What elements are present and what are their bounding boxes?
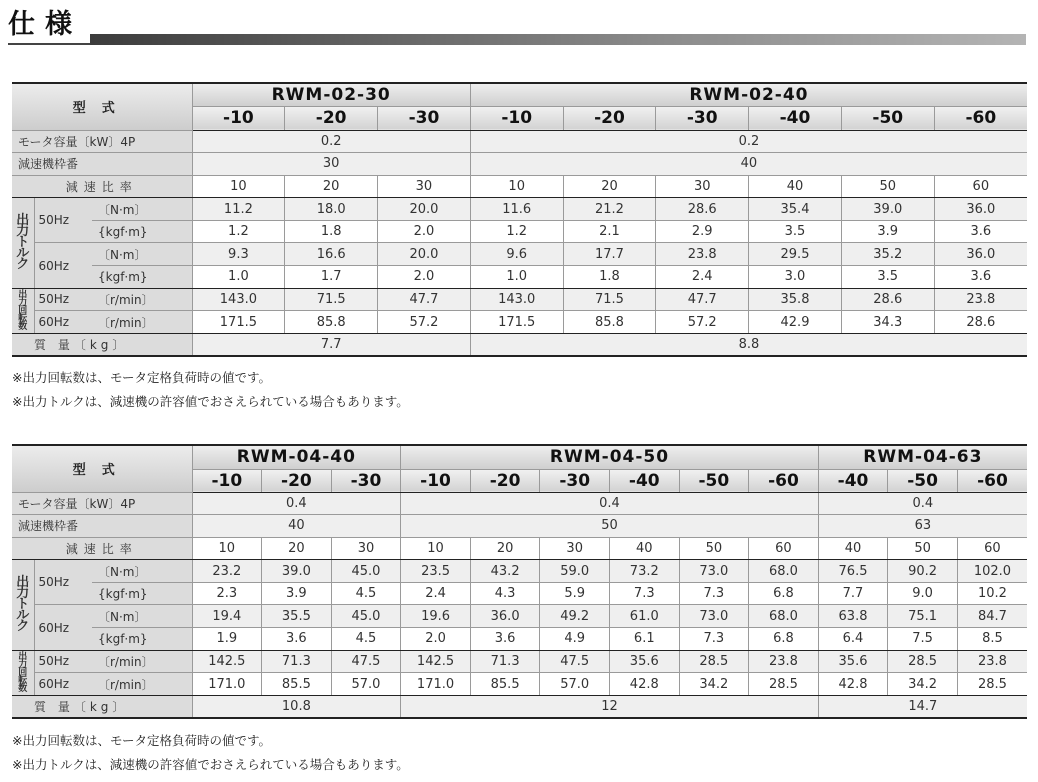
torque-value: 35.2	[841, 243, 934, 266]
frame-size-label: 減速機枠番	[12, 515, 192, 538]
output-speed-value: 23.8	[957, 650, 1027, 673]
spec-table-rwm-04	[12, 444, 1027, 719]
output-torque-char: ク	[16, 619, 30, 635]
torque-value: 17.7	[563, 243, 656, 266]
reduction-ratio-value: 30	[331, 537, 401, 560]
torque-value: 35.5	[262, 605, 332, 628]
ratio-code: -60	[934, 106, 1027, 130]
torque-value: 16.6	[285, 243, 378, 266]
model-name: RWM-04-50	[401, 445, 818, 469]
torque-value: 23.5	[401, 560, 471, 583]
motor-capacity-label: モータ容量〔kW〕4P	[12, 130, 192, 153]
output-torque-char: 力	[16, 224, 30, 240]
reduction-ratio-value: 60	[749, 537, 819, 560]
output-speed-value: 143.0	[470, 288, 563, 311]
mass-value: 8.8	[470, 333, 1027, 356]
output-speed-value: 71.3	[262, 650, 332, 673]
model-label: 型式	[12, 83, 192, 130]
torque-value: 4.5	[331, 628, 401, 651]
torque-value: 11.2	[192, 198, 285, 221]
frequency-label: 50Hz	[34, 198, 92, 243]
output-speed-value: 171.0	[192, 673, 262, 696]
output-speed-value: 142.5	[401, 650, 471, 673]
torque-value: 73.0	[679, 560, 749, 583]
reduction-ratio-value: 60	[957, 537, 1027, 560]
ratio-code: -20	[262, 469, 332, 492]
output-speed-value: 57.2	[656, 311, 749, 334]
output-speed-value: 28.5	[957, 673, 1027, 696]
output-speed-value: 42.8	[818, 673, 888, 696]
reduction-ratio-value: 50	[679, 537, 749, 560]
reduction-ratio-value: 40	[818, 537, 888, 560]
torque-value: 2.0	[401, 628, 471, 651]
note-output-speed-2: ※出力回転数は、モータ定格負荷時の値です。	[12, 733, 271, 748]
torque-unit-label: {kgf·m}	[92, 628, 192, 651]
ratio-code: -10	[470, 106, 563, 130]
frequency-label: 60Hz	[34, 605, 92, 650]
output-speed-group-label	[12, 288, 34, 333]
model-name: RWM-02-40	[470, 83, 1027, 106]
output-speed-value: 71.5	[563, 288, 656, 311]
output-torque-char: 力	[16, 586, 30, 602]
output-speed-value: 142.5	[192, 650, 262, 673]
torque-value: 73.0	[679, 605, 749, 628]
torque-value: 23.2	[192, 560, 262, 583]
output-torque-char: ト	[16, 597, 30, 613]
model-label: 型式	[12, 445, 192, 492]
torque-value: 2.4	[401, 582, 471, 605]
reduction-ratio-value: 10	[192, 175, 285, 198]
torque-value: 63.8	[818, 605, 888, 628]
ratio-code: -40	[749, 106, 842, 130]
output-speed-char: 力	[18, 659, 28, 670]
ratio-code: -30	[378, 106, 471, 130]
output-speed-value: 28.6	[841, 288, 934, 311]
torque-value: 2.1	[563, 220, 656, 243]
torque-value: 1.7	[285, 266, 378, 289]
reduction-ratio-value: 30	[540, 537, 610, 560]
model-name: RWM-04-40	[192, 445, 401, 469]
torque-unit-label: {kgf·m}	[92, 266, 192, 289]
torque-value: 20.0	[378, 198, 471, 221]
torque-value: 23.8	[656, 243, 749, 266]
output-speed-value: 47.5	[540, 650, 610, 673]
output-speed-char: 回	[18, 667, 28, 678]
torque-value: 6.4	[818, 628, 888, 651]
torque-value: 35.4	[749, 198, 842, 221]
frame-size-label: 減速機枠番	[12, 153, 192, 176]
motor-capacity-value: 0.2	[470, 130, 1027, 153]
output-speed-value: 35.6	[818, 650, 888, 673]
ratio-code: -20	[470, 469, 540, 492]
torque-value: 4.3	[470, 582, 540, 605]
reduction-ratio-value: 20	[285, 175, 378, 198]
ratio-code: -20	[285, 106, 378, 130]
output-speed-value: 28.6	[934, 311, 1027, 334]
mass-value: 14.7	[818, 695, 1027, 718]
output-speed-group-label	[12, 650, 34, 695]
torque-value: 1.2	[192, 220, 285, 243]
output-speed-value: 47.7	[378, 288, 471, 311]
torque-value: 9.0	[888, 582, 958, 605]
reduction-ratio-value: 10	[192, 537, 262, 560]
note-output-torque-2: ※出力トルクは、減速機の許容値でおさえられている場合もあります。	[12, 757, 409, 772]
page-title: 仕様	[8, 9, 82, 40]
torque-value: 6.8	[749, 582, 819, 605]
output-speed-value: 34.3	[841, 311, 934, 334]
output-speed-value: 42.8	[609, 673, 679, 696]
speed-unit-label: 〔r/min〕	[92, 650, 192, 673]
torque-value: 39.0	[262, 560, 332, 583]
output-speed-char: 力	[18, 297, 28, 308]
torque-value: 3.9	[841, 220, 934, 243]
output-speed-value: 143.0	[192, 288, 285, 311]
torque-value: 9.6	[470, 243, 563, 266]
note-output-torque: ※出力トルクは、減速機の許容値でおさえられている場合もあります。	[12, 394, 409, 409]
output-speed-value: 34.2	[888, 673, 958, 696]
output-speed-value: 85.5	[262, 673, 332, 696]
torque-unit-label: 〔N·m〕	[92, 560, 192, 583]
output-torque-char: ト	[16, 235, 30, 251]
ratio-code: -50	[888, 469, 958, 492]
frame-size-value: 40	[192, 515, 401, 538]
ratio-code: -30	[540, 469, 610, 492]
mass-value: 12	[401, 695, 818, 718]
frame-size-value: 30	[192, 153, 470, 176]
output-speed-value: 42.9	[749, 311, 842, 334]
output-speed-value: 28.5	[888, 650, 958, 673]
output-speed-value: 85.8	[285, 311, 378, 334]
reduction-ratio-label: 減速比率	[12, 537, 192, 560]
mass-value: 7.7	[192, 333, 470, 356]
torque-value: 1.9	[192, 628, 262, 651]
output-speed-value: 57.0	[331, 673, 401, 696]
output-torque-char: 出	[16, 213, 30, 229]
output-speed-value: 71.3	[470, 650, 540, 673]
output-speed-value: 47.7	[656, 288, 749, 311]
torque-value: 5.9	[540, 582, 610, 605]
output-speed-value: 34.2	[679, 673, 749, 696]
torque-value: 75.1	[888, 605, 958, 628]
frequency-label: 60Hz	[34, 243, 92, 288]
torque-value: 9.3	[192, 243, 285, 266]
ratio-code: -30	[656, 106, 749, 130]
speed-unit-label: 〔r/min〕	[92, 673, 192, 696]
torque-value: 84.7	[957, 605, 1027, 628]
torque-value: 102.0	[957, 560, 1027, 583]
output-torque-char: ル	[16, 608, 30, 624]
output-speed-char: 数	[18, 321, 28, 332]
output-speed-value: 171.5	[192, 311, 285, 334]
motor-capacity-value: 0.4	[818, 492, 1027, 515]
torque-value: 90.2	[888, 560, 958, 583]
output-torque-group-label	[12, 560, 34, 650]
frame-size-value: 50	[401, 515, 818, 538]
torque-value: 43.2	[470, 560, 540, 583]
torque-value: 18.0	[285, 198, 378, 221]
torque-value: 1.8	[285, 220, 378, 243]
output-speed-value: 171.5	[470, 311, 563, 334]
output-torque-char: 出	[16, 575, 30, 591]
torque-value: 2.0	[378, 220, 471, 243]
output-speed-char: 回	[18, 305, 28, 316]
torque-value: 2.9	[656, 220, 749, 243]
reduction-ratio-label: 減速比率	[12, 175, 192, 198]
output-speed-char: 出	[18, 289, 28, 300]
torque-value: 39.0	[841, 198, 934, 221]
reduction-ratio-value: 10	[401, 537, 471, 560]
torque-value: 3.6	[470, 628, 540, 651]
torque-value: 45.0	[331, 560, 401, 583]
output-torque-char: ル	[16, 246, 30, 262]
torque-unit-label: {kgf·m}	[92, 582, 192, 605]
output-speed-char: 転	[18, 313, 28, 324]
torque-value: 76.5	[818, 560, 888, 583]
torque-value: 7.3	[609, 582, 679, 605]
output-speed-value: 35.6	[609, 650, 679, 673]
reduction-ratio-value: 30	[656, 175, 749, 198]
ratio-code: -10	[192, 106, 285, 130]
ratio-code: -40	[818, 469, 888, 492]
torque-value: 3.5	[749, 220, 842, 243]
torque-value: 7.5	[888, 628, 958, 651]
torque-value: 7.3	[679, 628, 749, 651]
torque-value: 36.0	[934, 243, 1027, 266]
ratio-code: -30	[331, 469, 401, 492]
output-speed-char: 出	[18, 651, 28, 662]
frame-size-value: 40	[470, 153, 1027, 176]
output-speed-value: 85.5	[470, 673, 540, 696]
torque-value: 28.6	[656, 198, 749, 221]
output-speed-value: 35.8	[749, 288, 842, 311]
reduction-ratio-value: 30	[378, 175, 471, 198]
ratio-code: -40	[609, 469, 679, 492]
reduction-ratio-value: 40	[749, 175, 842, 198]
speed-unit-label: 〔r/min〕	[92, 311, 192, 334]
torque-value: 2.0	[378, 266, 471, 289]
torque-value: 73.2	[609, 560, 679, 583]
reduction-ratio-value: 10	[470, 175, 563, 198]
ratio-code: -10	[401, 469, 471, 492]
torque-unit-label: {kgf·m}	[92, 220, 192, 243]
motor-capacity-value: 0.4	[401, 492, 818, 515]
output-torque-char: ク	[16, 257, 30, 273]
torque-value: 21.2	[563, 198, 656, 221]
output-speed-value: 23.8	[934, 288, 1027, 311]
ratio-code: -10	[192, 469, 262, 492]
motor-capacity-value: 0.2	[192, 130, 470, 153]
torque-value: 11.6	[470, 198, 563, 221]
output-speed-char: 数	[18, 683, 28, 694]
output-speed-value: 47.5	[331, 650, 401, 673]
reduction-ratio-value: 40	[609, 537, 679, 560]
frame-size-value: 63	[818, 515, 1027, 538]
torque-value: 6.8	[749, 628, 819, 651]
motor-capacity-label: モータ容量〔kW〕4P	[12, 492, 192, 515]
torque-value: 19.6	[401, 605, 471, 628]
torque-value: 1.8	[563, 266, 656, 289]
model-name: RWM-04-63	[818, 445, 1027, 469]
ratio-code: -50	[841, 106, 934, 130]
torque-value: 4.5	[331, 582, 401, 605]
mass-label: 質 量〔kg〕	[12, 695, 192, 718]
frequency-label: 60Hz	[34, 311, 92, 334]
reduction-ratio-value: 20	[470, 537, 540, 560]
torque-value: 29.5	[749, 243, 842, 266]
torque-value: 61.0	[609, 605, 679, 628]
spec-table-rwm-02	[12, 82, 1027, 357]
torque-value: 68.0	[749, 605, 819, 628]
reduction-ratio-value: 60	[934, 175, 1027, 198]
torque-value: 3.6	[934, 220, 1027, 243]
torque-value: 10.2	[957, 582, 1027, 605]
mass-value: 10.8	[192, 695, 401, 718]
output-speed-value: 85.8	[563, 311, 656, 334]
torque-value: 2.4	[656, 266, 749, 289]
note-output-speed: ※出力回転数は、モータ定格負荷時の値です。	[12, 370, 271, 385]
output-speed-value: 71.5	[285, 288, 378, 311]
speed-unit-label: 〔r/min〕	[92, 288, 192, 311]
frequency-label: 50Hz	[34, 560, 92, 605]
output-speed-value: 171.0	[401, 673, 471, 696]
reduction-ratio-value: 20	[262, 537, 332, 560]
reduction-ratio-value: 20	[563, 175, 656, 198]
output-speed-value: 23.8	[749, 650, 819, 673]
torque-value: 3.6	[262, 628, 332, 651]
torque-value: 1.0	[470, 266, 563, 289]
output-torque-group-label	[12, 198, 34, 288]
torque-value: 3.0	[749, 266, 842, 289]
torque-unit-label: 〔N·m〕	[92, 243, 192, 266]
model-name: RWM-02-30	[192, 83, 470, 106]
title-underline-divider	[8, 43, 90, 45]
torque-unit-label: 〔N·m〕	[92, 605, 192, 628]
torque-value: 1.2	[470, 220, 563, 243]
torque-value: 4.9	[540, 628, 610, 651]
ratio-code: -60	[957, 469, 1027, 492]
torque-value: 1.0	[192, 266, 285, 289]
torque-value: 36.0	[934, 198, 1027, 221]
frequency-label: 50Hz	[34, 650, 92, 673]
torque-value: 8.5	[957, 628, 1027, 651]
torque-value: 7.3	[679, 582, 749, 605]
reduction-ratio-value: 50	[888, 537, 958, 560]
ratio-code: -20	[563, 106, 656, 130]
frequency-label: 60Hz	[34, 673, 92, 696]
output-speed-char: 転	[18, 675, 28, 686]
output-speed-value: 28.5	[679, 650, 749, 673]
torque-value: 20.0	[378, 243, 471, 266]
torque-value: 19.4	[192, 605, 262, 628]
mass-label: 質 量〔kg〕	[12, 333, 192, 356]
torque-value: 3.9	[262, 582, 332, 605]
torque-value: 49.2	[540, 605, 610, 628]
torque-value: 3.5	[841, 266, 934, 289]
torque-value: 3.6	[934, 266, 1027, 289]
reduction-ratio-value: 50	[841, 175, 934, 198]
output-speed-value: 57.2	[378, 311, 471, 334]
torque-value: 6.1	[609, 628, 679, 651]
frequency-label: 50Hz	[34, 288, 92, 311]
ratio-code: -50	[679, 469, 749, 492]
torque-value: 45.0	[331, 605, 401, 628]
torque-value: 36.0	[470, 605, 540, 628]
output-speed-value: 57.0	[540, 673, 610, 696]
title-bar-divider	[90, 34, 1026, 45]
torque-value: 2.3	[192, 582, 262, 605]
torque-value: 68.0	[749, 560, 819, 583]
output-speed-value: 28.5	[749, 673, 819, 696]
torque-value: 7.7	[818, 582, 888, 605]
motor-capacity-value: 0.4	[192, 492, 401, 515]
ratio-code: -60	[749, 469, 819, 492]
torque-value: 59.0	[540, 560, 610, 583]
torque-unit-label: 〔N·m〕	[92, 198, 192, 221]
